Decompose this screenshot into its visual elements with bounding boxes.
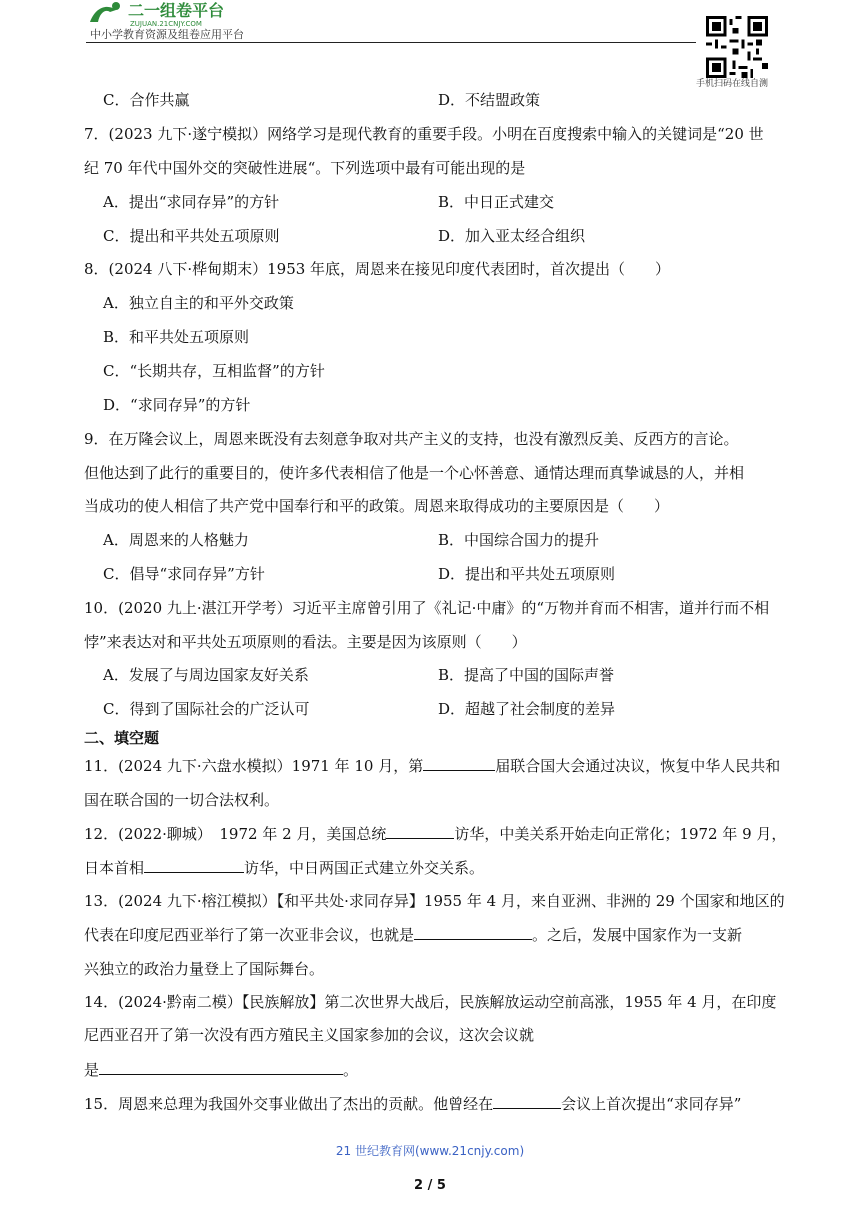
q15-text-1: 15．周恩来总理为我国外交事业做出了杰出的贡献。他曾经在 [84, 1095, 494, 1113]
q13-line1: 13．(2024 九下·榕江模拟）【和平共处·求同存异】1955 年 4 月，来自亚洲、非洲的 29 个国家和地区的 [84, 892, 785, 910]
q14-line1: 14．(2024·黔南二模）【民族解放】第二次世界大战后，民族解放运动空前高涨，1955 年 4 月，在印度 [84, 993, 777, 1011]
qr-caption: 手机扫码在线自测 [696, 79, 769, 89]
q14-blank[interactable] [99, 1060, 343, 1075]
q15-blank[interactable] [493, 1094, 561, 1109]
q10-option-b: B．提高了中国的国际声誉 [438, 666, 615, 684]
q9-stem-line1: 9．在万隆会议上，周恩来既没有去刻意争取对共产主义的支持，也没有激烈反美、反西方的言论。 [84, 430, 739, 448]
q7-stem-line1: 7．(2023 九下·遂宁模拟）网络学习是现代教育的重要手段。小明在百度搜索中输入的关键词是“20 世 [84, 125, 764, 143]
q14-text-1: 是 [84, 1061, 100, 1079]
q13-text-1: 代表在印度尼西亚举行了第一次亚非会议，也就是 [84, 926, 415, 944]
page-number: 2 / 5 [414, 1178, 446, 1193]
q8-option-c: C．“长期共存，互相监督”的方针 [103, 362, 325, 380]
platform-logo [86, 0, 286, 28]
q9-option-a: A．周恩来的人格魅力 [103, 531, 249, 549]
q11-text-2: 届联合国大会通过决议，恢复中华人民共和 [495, 757, 781, 775]
q10-option-a: A．发展了与周边国家友好关系 [103, 666, 309, 684]
q12-line1 [84, 823, 786, 844]
q13-text-2: 。之后，发展中国家作为一支新 [532, 926, 743, 944]
q12-text-1: 12．(2022·聊城） 1972 年 2 月，美国总统 [84, 825, 387, 843]
section-heading-fill-blank: 二、填空题 [84, 729, 160, 747]
q11-blank[interactable] [423, 756, 495, 771]
q15-line1 [84, 1093, 741, 1114]
q14-line2: 尼西亚召开了第一次没有西方殖民主义国家参加的会议，这次会议就 [84, 1026, 535, 1044]
q10-option-c: C．得到了国际社会的广泛认可 [103, 700, 310, 718]
q7-stem-line2: 纪 70 年代中国外交的突破性进展“。下列选项中最有可能出现的是 [84, 159, 526, 177]
q7-option-d: D．加入亚太经合组织 [438, 227, 586, 245]
q12-line2 [84, 857, 484, 878]
header-rule [86, 42, 696, 43]
footer-site-link[interactable]: 21 世纪教育网(www.21cnjy.com) [335, 1144, 525, 1158]
q12-text-2: 访华，中美关系开始走向正常化；1972 年 9 月， [454, 825, 787, 843]
q9-option-b: B．中国综合国力的提升 [438, 531, 600, 549]
q15-text-2: 会议上首次提出“求同存异” [561, 1095, 742, 1113]
q12-text-4: 访华，中日两国正式建立外交关系。 [244, 859, 485, 877]
q10-stem-line1: 10．(2020 九上·湛江开学考）习近平主席曾引用了《礼记·中庸》的“万物并育而不相害，道并行而不相 [84, 599, 770, 617]
q9-stem-line2: 但他达到了此行的重要目的，使许多代表相信了他是一个心怀善意、通情达理而真挚诚恳的人，并相 [84, 464, 745, 482]
q8-option-a: A．独立自主的和平外交政策 [103, 294, 294, 312]
q9-stem-line3: 当成功的使人相信了共产党中国奉行和平的政策。周恩来取得成功的主要原因是（ ） [84, 497, 670, 515]
q12-text-3: 日本首相 [84, 859, 145, 877]
q7-option-a: A．提出“求同存异”的方针 [103, 193, 280, 211]
q11-line1 [84, 755, 780, 776]
q14-text-2: 。 [343, 1061, 359, 1079]
q14-line3 [84, 1059, 358, 1080]
q6-option-c: C．合作共赢 [103, 91, 190, 109]
q9-option-c: C．倡导“求同存异”方针 [103, 565, 265, 583]
q7-option-b: B．中日正式建交 [438, 193, 555, 211]
qr-code-icon[interactable] [706, 16, 768, 78]
q6-option-d: D．不结盟政策 [438, 91, 541, 109]
q10-option-d: D．超越了社会制度的差异 [438, 700, 616, 718]
header-subtitle: 中小学教育资源及组卷应用平台 [90, 28, 244, 41]
q8-option-b: B．和平共处五项原则 [103, 328, 250, 346]
q11-line2: 国在联合国的一切合法权利。 [84, 791, 280, 809]
q12-blank-2[interactable] [144, 858, 244, 873]
q13-line3: 兴独立的政治力量登上了国际舞台。 [84, 960, 325, 978]
q11-text-1: 11．(2024 九下·六盘水模拟）1971 年 10 月，第 [84, 757, 424, 775]
logo-text: 二一组卷平台 [128, 1, 225, 20]
q7-option-c: C．提出和平共处五项原则 [103, 227, 280, 245]
logo-url: ZUJUAN.21CNJY.COM [130, 20, 202, 28]
q9-option-d: D．提出和平共处五项原则 [438, 565, 616, 583]
q8-stem: 8．(2024 八下·桦甸期末）1953 年底，周恩来在接见印度代表团时，首次提出（ ） [84, 260, 671, 278]
q12-blank-1[interactable] [386, 824, 454, 839]
q10-stem-line2: 悖”来表达对和平共处五项原则的看法。主要是因为该原则（ ） [84, 633, 527, 651]
q8-option-d: D．“求同存异”的方针 [103, 396, 251, 414]
q13-blank[interactable] [414, 925, 532, 940]
q13-line2 [84, 924, 742, 945]
